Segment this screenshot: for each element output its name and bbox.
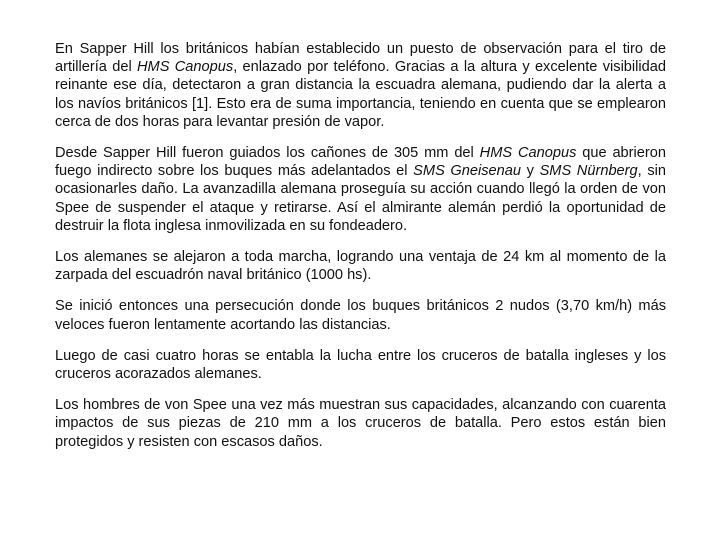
text-segment: , sin ocasionarles daño. La avanzadilla alemana proseguía su acción cuando llegó la orden de von Spee de suspender el ataque y retirarse. Así el almirante alemán perdió la oportunidad de destruir la flota inglesa inmovilizada en su fondeadero.	[55, 163, 666, 234]
ship-name: HMS Canopus	[479, 145, 577, 162]
text-segment: Desde Sapper Hill fueron guiados los cañones de 305 mm del	[55, 145, 480, 162]
text-segment: Se inició entonces una persecución donde los buques británicos 2 nudos (3,70 km/h) más veloces fueron lentamente acortando las distancias.	[55, 298, 666, 333]
paragraph-von-spee-hits	[55, 396, 666, 451]
text-segment: , enlazado por teléfono. Gracias a la altura y excelente visibilidad reinante ese día, detectaron a gran distancia la escuadra alemana, pudiendo dar la alerta a los navíos británicos [1]. Esto era de suma importancia, teniendo en cuenta que se emplearon cerca de dos horas para levantar presión de vapor.	[55, 59, 667, 130]
text-segment: En Sapper Hill los británicos habían establecido un puesto de observación para el tiro de artillería del	[55, 41, 666, 76]
text-segment: y	[521, 163, 540, 180]
ship-name: SMS Gneisenau	[413, 163, 522, 180]
text-segment: Luego de casi cuatro horas se entabla la lucha entre los cruceros de batalla ingleses y los cruceros acorazados alemanes.	[55, 347, 666, 383]
text-segment: que abrieron fuego indirecto sobre los buques más adelantados el	[55, 145, 666, 180]
text-segment: Los hombres de von Spee una vez más muestran sus capacidades, alcanzando con cuarenta impactos de sus piezas de 210 mm a los cruceros de batalla. Pero estos están bien protegidos y resisten con escasos daños.	[55, 397, 666, 450]
paragraph-pursuit	[55, 297, 666, 333]
document-body	[55, 40, 666, 464]
ship-name: HMS Canopus	[137, 59, 234, 76]
ship-name: SMS Nürnberg	[539, 163, 638, 180]
paragraph-indirect-fire	[55, 144, 666, 235]
paragraph-german-retreat	[55, 248, 666, 284]
paragraph-battle-begins	[55, 347, 666, 383]
paragraph-observation-post	[55, 40, 666, 131]
text-segment: Los alemanes se alejaron a toda marcha, logrando una ventaja de 24 km al momento de la zarpada del escuadrón naval británico (1000 hs).	[55, 249, 666, 284]
